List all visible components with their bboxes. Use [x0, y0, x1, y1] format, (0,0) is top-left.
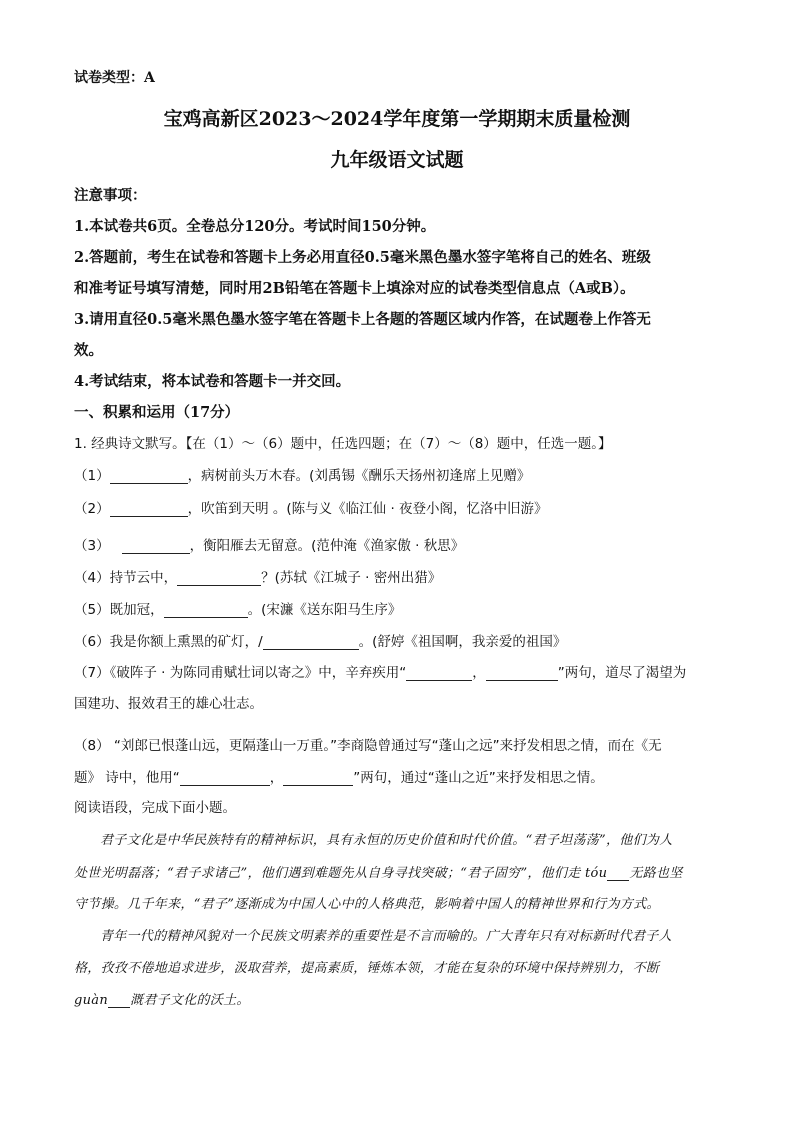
answer-blank[interactable] [122, 539, 190, 554]
passage-text: guàn [74, 993, 109, 1008]
passage-text: 溉君子文化的沃土。 [130, 993, 250, 1008]
passage-p2-line-2: 格，孜孜不倦地追求进步，汲取营养，提高素质，锤炼本领，才能在复杂的环境中保持辨别力，不断 [74, 961, 660, 976]
question-1-intro: 1. 经典诗文默写。【在（1）～（6）题中，任选四题；在（7）～（8）题中，任选一题。】 [74, 436, 612, 452]
question-text: （5）既加冠， [74, 602, 164, 618]
question-1-3 [74, 534, 464, 554]
answer-blank[interactable] [164, 603, 248, 618]
question-text: 。(舒婷《祖国啊，我亲爱的祖国》 [358, 634, 567, 650]
passage-text: 处世光明磊落；“君子求诸己”，他们遇到难题先从自身寻找突破；“君子固穷”，他们走 tóu [74, 866, 608, 881]
reading-intro: 阅读语段，完成下面小题。 [74, 800, 236, 816]
notice-item-4: 4.考试结束，将本试卷和答题卡一并交回。 [74, 373, 351, 390]
question-text: 题》 诗中，他用“ [74, 770, 180, 786]
question-1-2 [74, 497, 548, 517]
answer-blank[interactable] [110, 502, 188, 517]
notice-item-3-line-2: 效。 [74, 342, 103, 359]
question-text: ，衡阳雁去无留意。(范仲淹《渔家傲 · 秋思》 [189, 538, 465, 554]
answer-blank[interactable] [110, 469, 188, 484]
answer-blank[interactable] [486, 666, 558, 681]
passage-p1-line-1: 君子文化是中华民族特有的精神标识，具有永恒的历史价值和时代价值。“君子坦荡荡”，他们为人 [100, 833, 673, 848]
question-1-4 [74, 566, 441, 586]
passage-p2-line-1: 青年一代的精神风貌对一个民族文明素养的重要性是不言而喻的。广大青年只有对标新时代君子人 [100, 929, 672, 944]
answer-blank[interactable] [263, 635, 359, 650]
pinyin-blank[interactable] [607, 868, 629, 881]
question-1-1 [74, 464, 530, 484]
question-text: （6）我是你额上熏黑的矿灯，/ [74, 634, 263, 650]
question-number: （3） [74, 538, 110, 554]
notice-item-2-line-1: 2.答题前，考生在试卷和答题卡上务必用直径0.5毫米黑色墨水签字笔将自己的姓名、班级 [74, 249, 651, 266]
passage-p1-line-2 [74, 862, 683, 881]
answer-blank[interactable] [177, 571, 261, 586]
exam-title: 宝鸡高新区2023～2024学年度第一学期期末质量检测 [163, 108, 631, 130]
question-text: ”两句，道尽了渴望为 [557, 665, 687, 681]
question-text: ”两句，通过“蓬山之近”来抒发相思之情。 [353, 770, 604, 786]
question-text: （7）《破阵子 · 为陈同甫赋壮词以寄之》中，辛弃疾用“ [74, 665, 407, 681]
exam-type-label: 试卷类型：A [74, 70, 155, 86]
question-text: 。(宋濂《送东阳马生序》 [247, 602, 402, 618]
pinyin-blank[interactable] [108, 995, 130, 1008]
question-text: ， [269, 770, 284, 786]
question-text: ？(苏轼《江城子 · 密州出猎》 [261, 570, 442, 586]
answer-blank[interactable] [406, 666, 472, 681]
answer-blank[interactable] [283, 771, 353, 786]
exam-subtitle: 九年级语文试题 [330, 149, 464, 171]
notice-item-1: 1.本试卷共6页。全卷总分120分。考试时间150分钟。 [74, 218, 436, 235]
question-text: ，病树前头万木春。(刘禹锡《酬乐天扬州初逢席上见赠》 [187, 468, 531, 484]
question-1-8-line-1: （8） “刘郎已恨蓬山远，更隔蓬山一万重。”李商隐曾通过写“蓬山之远”来抒发相思之情，而在《无 [74, 738, 662, 754]
passage-p1-line-3: 守节操。几千年来，“君子”逐渐成为中国人心中的人格典范，影响着中国人的精神世界和行为方式。 [74, 897, 660, 912]
question-1-8-line-2 [74, 766, 604, 786]
question-number: （2） [74, 501, 110, 517]
question-1-7 [74, 661, 686, 681]
question-text: （4）持节云中， [74, 570, 178, 586]
notice-item-2-line-2: 和准考证号填写清楚，同时用2B铅笔在答题卡上填涂对应的试卷类型信息点（A或B）。 [74, 280, 635, 297]
question-text: ， [472, 665, 486, 681]
question-1-5 [74, 598, 401, 618]
question-1-6 [74, 630, 566, 650]
section-1-heading: 一、积累和运用（17分） [74, 404, 240, 421]
answer-blank[interactable] [180, 771, 270, 786]
passage-p2-line-3 [74, 989, 250, 1008]
question-1-7-line-2: 国建功、报效君王的雄心壮志。 [74, 696, 263, 712]
passage-text: 无路也坚 [629, 866, 683, 881]
question-number: （1） [74, 468, 110, 484]
notice-heading: 注意事项： [74, 187, 147, 204]
question-text: ，吹笛到天明 。(陈与义《临江仙 · 夜登小阁，忆洛中旧游》 [187, 501, 548, 517]
notice-item-3-line-1: 3.请用直径0.5毫米黑色墨水签字笔在答题卡上各题的答题区域内作答，在试题卷上作答无 [74, 311, 651, 328]
